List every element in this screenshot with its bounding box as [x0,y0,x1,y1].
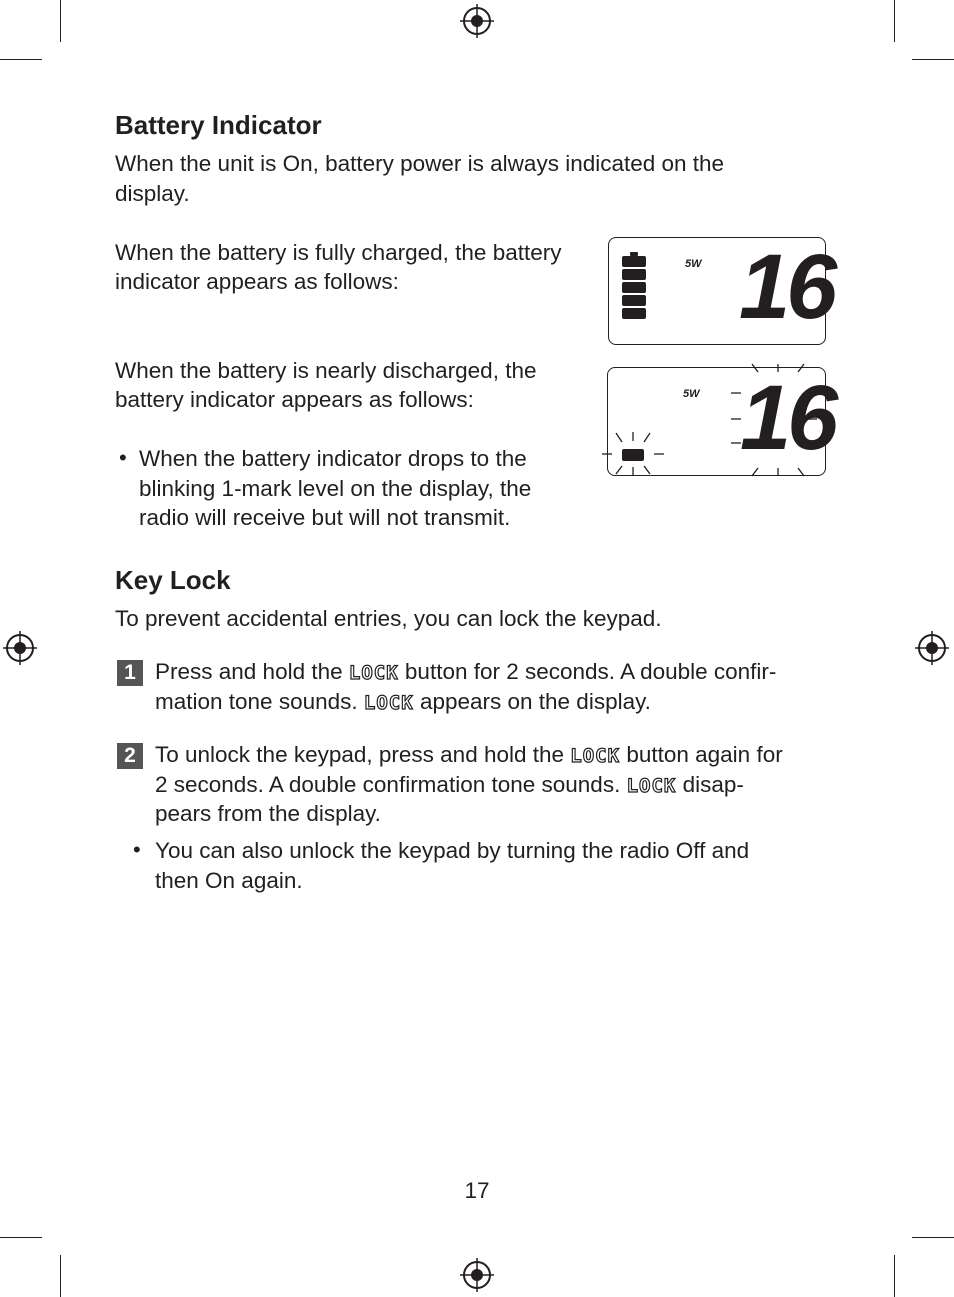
keylock-intro: To prevent accidental entries, you can lock the keypad. [115,606,662,631]
battery-bullet-text: When the battery indicator drops to the [139,446,527,471]
battery-intro-line: display. [115,181,190,206]
step-text: To unlock the keypad, press and hold the [155,742,565,767]
step-text: Press and hold the [155,659,343,684]
blink-rays-icon [600,360,830,484]
bullet-dot: • [119,445,127,470]
step-2-line-2 [155,770,744,801]
step-text: appears on the display. [419,689,651,714]
step-text: 2 seconds. A double confirmation tone sounds. [155,772,621,797]
registration-mark-icon [3,631,37,665]
registration-mark-icon [460,1258,494,1292]
step-2-line-1 [155,740,783,771]
page-number: 17 [464,1178,490,1203]
channel-number: 16 [739,236,834,338]
power-level-label: 5W [685,258,702,270]
section-heading-battery: Battery Indicator [115,110,322,140]
battery-full-text: When the battery is fully charged, the battery [115,240,562,265]
registration-mark-icon [915,631,949,665]
bullet-dot: • [133,837,141,862]
step-2-line-3: pears from the display. [155,801,381,826]
step-text: button again for [626,742,783,767]
keylock-bullet-text: then On again. [155,868,303,893]
step-number-badge: 2 [117,743,143,769]
channel-number: 16 [740,367,835,469]
lock-word: LOCK [348,662,399,684]
step-text: mation tone sounds. [155,689,358,714]
battery-full-text: indicator appears as follows: [115,269,399,294]
battery-intro-line: When the unit is On, battery power is always indicated on the [115,151,725,176]
lcd-display-full [608,236,834,345]
step-text: disap- [682,772,744,797]
lock-word: LOCK [363,692,414,714]
lock-word: LOCK [626,775,677,797]
step-number-badge: 1 [117,660,143,686]
battery-low-text: battery indicator appears as follows: [115,387,474,412]
battery-bullet-text: blinking 1-mark level on the display, the [139,476,532,501]
power-level-label: 5W [683,388,700,400]
lock-word: LOCK [570,745,621,767]
step-text: button for 2 seconds. A double confir- [404,659,777,684]
step-1-line-1 [155,657,776,688]
battery-low-text: When the battery is nearly discharged, the [115,358,537,383]
section-heading-keylock: Key Lock [115,565,231,595]
keylock-bullet-text: You can also unlock the keypad by turning the radio Off and [155,838,750,863]
battery-full-icon [622,252,646,319]
registration-mark-icon [460,4,494,38]
battery-bullet-text: radio will receive but will not transmit. [139,505,511,530]
step-1-line-2 [155,687,651,718]
